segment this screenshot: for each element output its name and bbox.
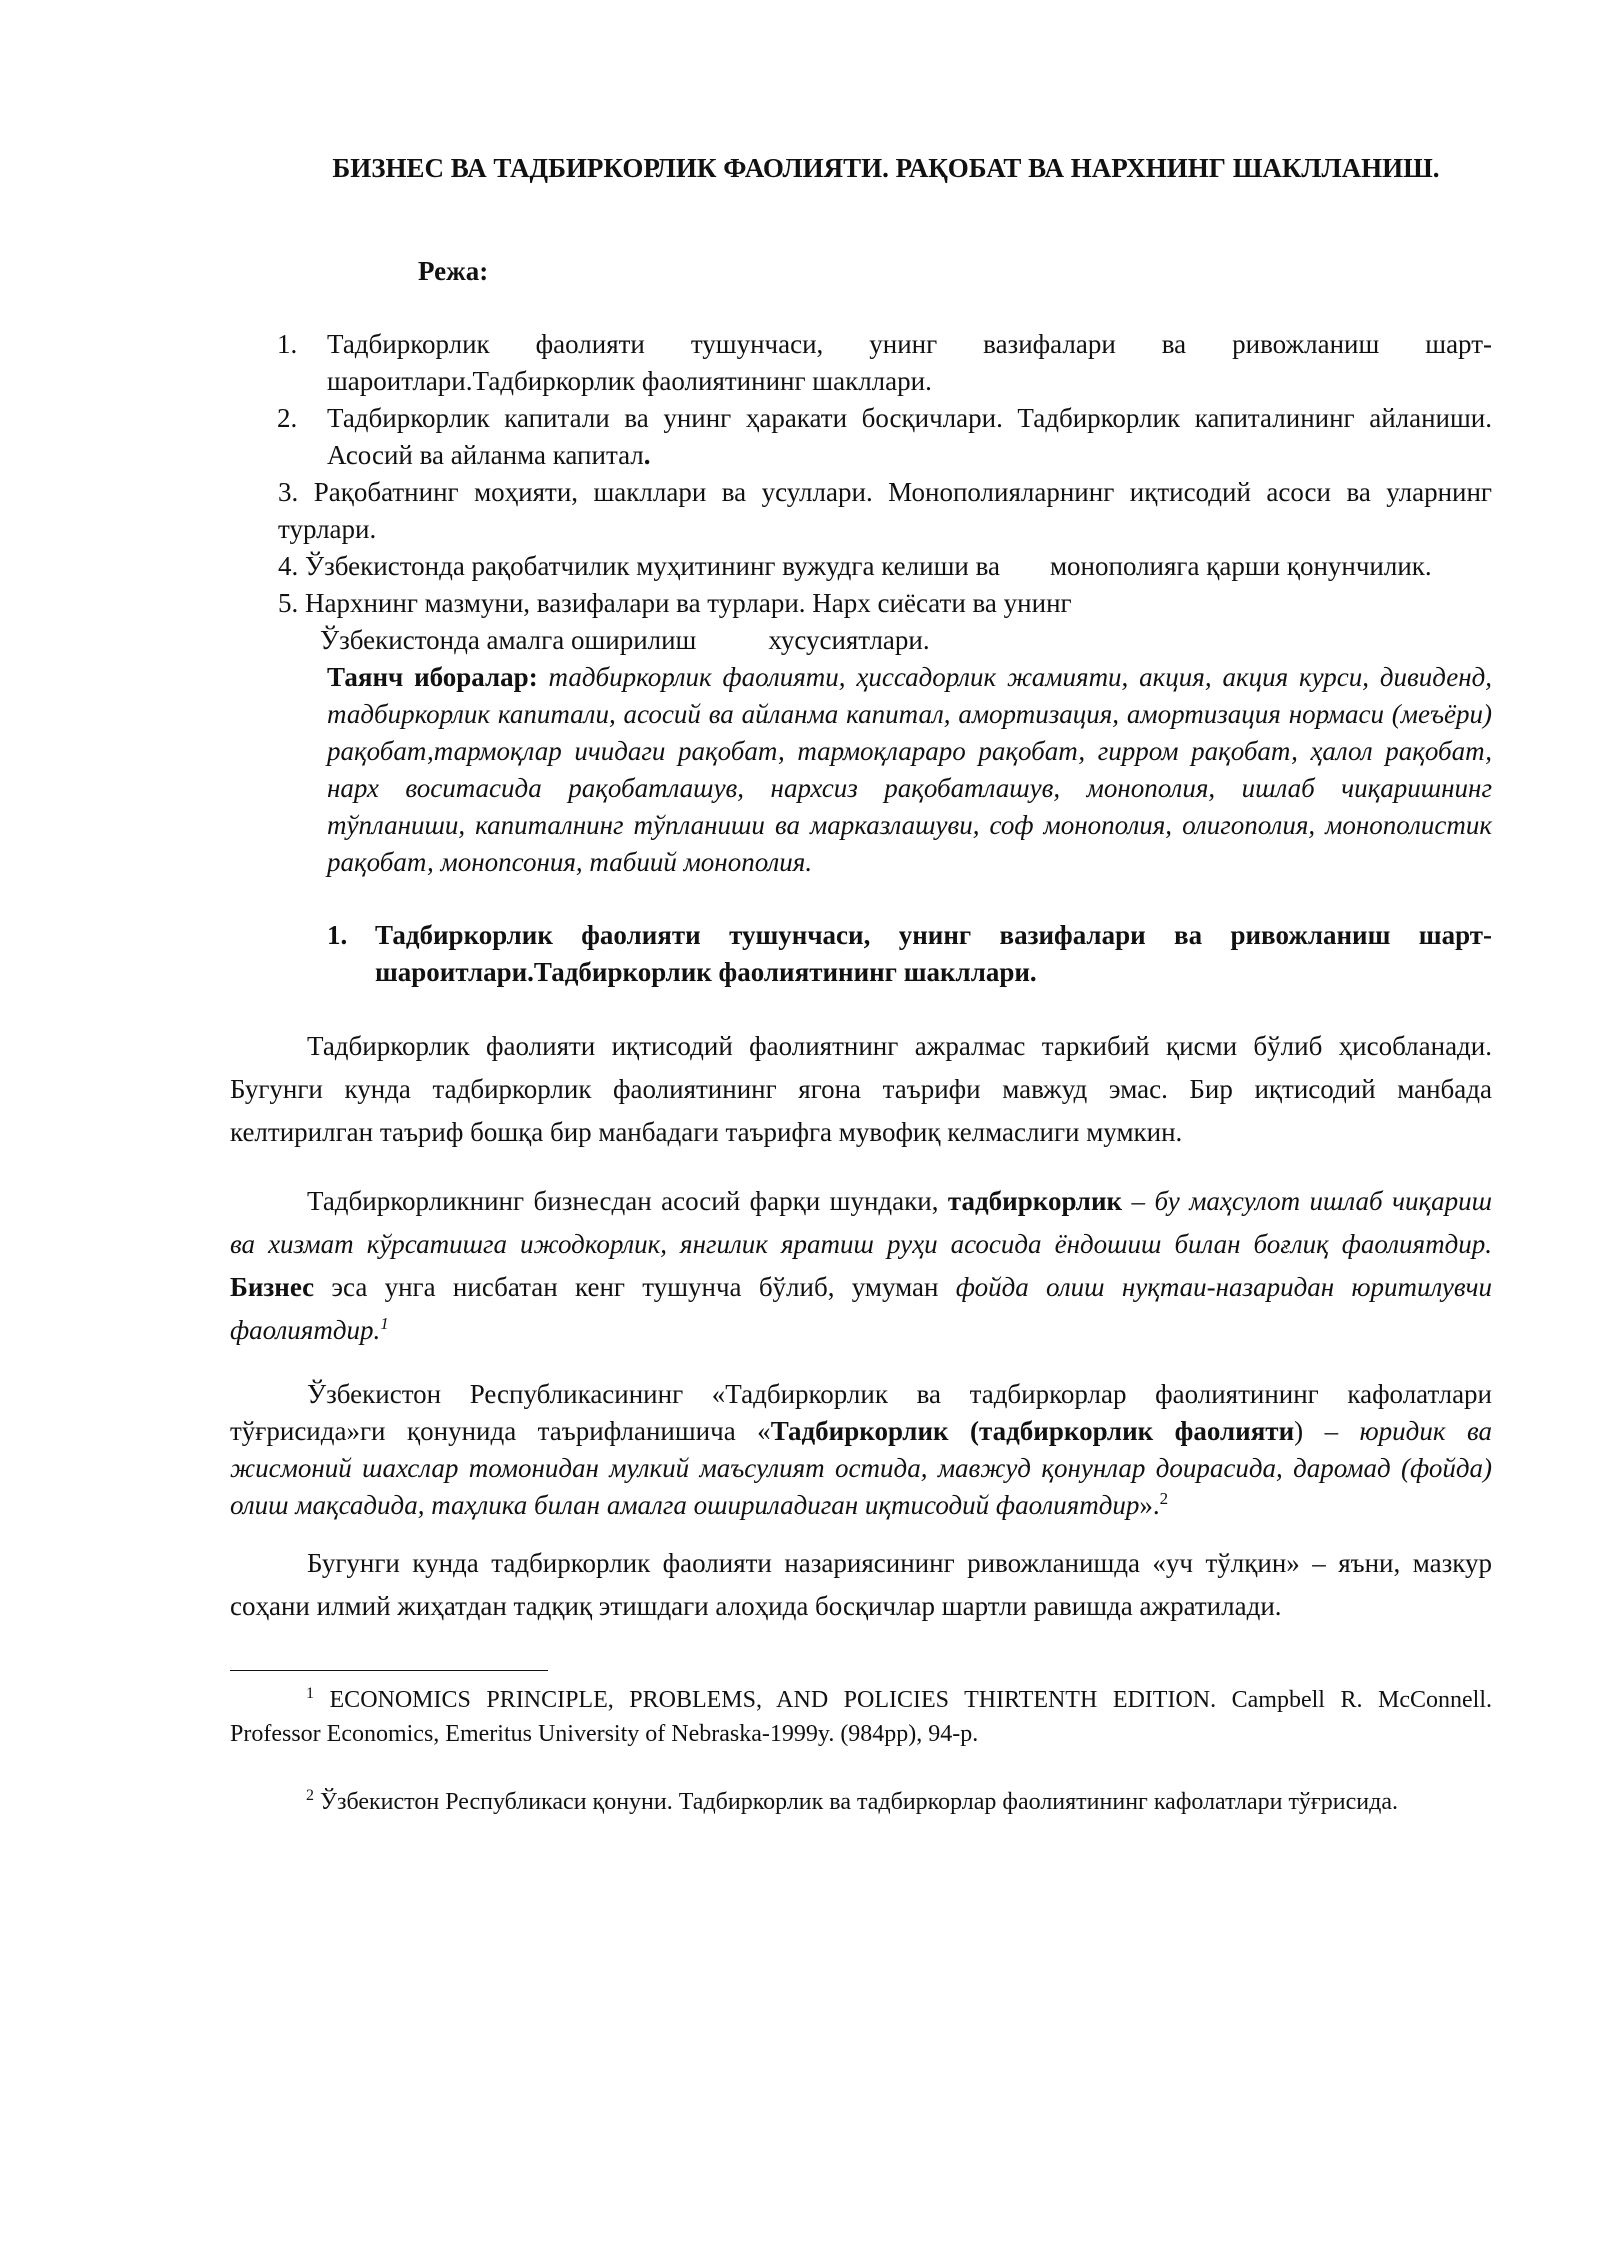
footnote-mark: 1 (306, 1685, 314, 1702)
body-paragraph (230, 1180, 1492, 1352)
plan-item-text: Тадбиркорлик капитали ва унинг ҳаракати босқичлари. Тадбиркорлик капиталининг айланиши. Асосий ва айланма капитал (327, 403, 1492, 470)
term-bold: Тадбиркорлик (тадбиркорлик фаолияти (770, 1416, 1295, 1446)
plan-item-text: 3. Рақобатнинг моҳияти, шакллари ва усуллари. Монополияларнинг иқтисодий асоси ва уларнинг турлари. (278, 477, 1492, 544)
footnote-reference[interactable]: 1 (380, 1314, 389, 1333)
key-terms-text: тадбиркорлик фаолияти, ҳиссадорлик жамияти, акция, акция курси, дивиденд, тадбиркорлик капитали, асосий ва айланма капитал, амортизация, амортизация нормаси (меъёри) рақобат,тармоқлар ичидаги рақобат, тармоқлараро рақобат, гирром рақобат, ҳалол рақобат, нарх воситасида рақобатлашув, нархсиз рақобатлашув, монополия, ишлаб чиқаришнинг тўпланиши, капиталнинг тўпланиши ва марказлашуви, соф монополия, олигополия, монополистик рақобат, монопсония, табиий монополия. (327, 662, 1492, 877)
plan-list (230, 326, 1492, 659)
plan-item-number: 2. (277, 403, 298, 433)
paragraph-text: ) – (1294, 1416, 1360, 1446)
footnote-1 (230, 1683, 1492, 1751)
paragraph-text: ». (1139, 1490, 1160, 1520)
key-terms-label: Таянч иборалар: (327, 662, 538, 692)
plan-item-5-continuation (230, 622, 1492, 659)
definition-italic: фойда олиш нуқтаи-назаридан юритилувчи фаолиятдир. (230, 1272, 1492, 1345)
key-terms (230, 659, 1492, 881)
plan-heading: Режа: (418, 256, 489, 286)
body-paragraph: Бугунги кунда тадбиркорлик фаолияти назариясининг ривожланишда «уч тўлқин» – яъни, мазкур соҳани илмий жиҳатдан тадқиқ этишдаги алоҳида босқичлар шартли равишда ажратилади. (230, 1548, 1492, 1621)
plan-item-2 (230, 400, 1492, 474)
plan-item-3 (230, 474, 1492, 548)
section-heading (230, 917, 1492, 991)
footnote-separator (230, 1670, 548, 1671)
paragraph-text: Ўзбекистон Республикасининг «Тадбиркорлик ва тадбиркорлар фаолиятининг кафолатлари тўғрисида»ги қонунида таърифланишича « (230, 1379, 1492, 1446)
plan-item-text-cont: хусусиятлари. (768, 625, 930, 655)
definition-italic: юридик ва жисмоний шахслар томонидан мулкий маъсулият остида, мавжуд қонунлар доирасида, даромад (фойда) олиш мақсадида, таҳлика билан амалга ошириладиган иқтисодий фаолиятдир (230, 1416, 1492, 1520)
footnote-2 (230, 1785, 1492, 1819)
plan-item-text-end: . (643, 440, 651, 470)
paragraph-text: Тадбиркорликнинг бизнесдан асосий фарқи шундаки, (307, 1186, 948, 1216)
plan-item-1 (230, 326, 1492, 400)
plan-item-4 (230, 548, 1492, 585)
section-title: Тадбиркорлик фаолияти тушунчаси, унинг вазифалари ва ривожланиш шарт-шароитлари.Тадбиркорлик фаолиятининг шакллари. (375, 920, 1492, 987)
paragraph-text: эса унга нисбатан кенг тушунча бўлиб, умуман (314, 1272, 956, 1302)
plan-item-text-cont: монополияга қарши қонунчилик. (1049, 551, 1432, 581)
plan-item-text: Тадбиркорлик фаолияти тушунчаси, унинг вазифалари ва ривожланиш шарт-шароитлари.Тадбиркорлик фаолиятининг шакллари. (327, 329, 1492, 396)
plan-item-text: 4. Ўзбекистонда рақобатчилик муҳитининг вужудга келиши ва (278, 551, 1000, 581)
footnote-reference[interactable]: 2 (1159, 1489, 1169, 1508)
plan-item-text: 5. Нархнинг мазмуни, вазифалари ва турлари. Нарх сиёсати ва унинг (278, 588, 1072, 618)
plan-item-text: Ўзбекистонда амалга оширилиш (320, 625, 697, 655)
footnote-text: ECONOMICS PRINCIPLE, PROBLEMS, AND POLICIES THIRTENTH EDITION. Campbell R. McConnell. Professor Economics, Emeritus University of Nebraska-1999y. (984pp), 94-p. (230, 1687, 1492, 1747)
section-number: 1. (327, 920, 348, 950)
term-bold: тадбиркорлик (947, 1186, 1123, 1216)
plan-item-number: 1. (277, 329, 298, 359)
plan-item-5 (230, 585, 1492, 622)
definition-italic: – бу маҳсулот ишлаб чиқариш ва хизмат кўрсатишга ижодкорлик, янгилик яратиш руҳи асосида ёндошиш билан боғлиқ фаолиятдир. (230, 1186, 1492, 1259)
body-paragraph (230, 1376, 1492, 1524)
footnote-text: Ўзбекистон Республикаси қонуни. Тадбиркорлик ва тадбиркорлар фаолиятининг кафолатлари тўғрисида. (314, 1789, 1398, 1815)
document-title: БИЗНЕС ВА ТАДБИРКОРЛИК ФАОЛИЯТИ. РАҚОБАТ ВА НАРХНИНГ ШАКЛЛАНИШ. (332, 153, 1440, 183)
footnote-mark: 2 (306, 1787, 314, 1804)
body-paragraph: Тадбиркорлик фаолияти иқтисодий фаолиятнинг ажралмас таркибий қисми бўлиб ҳисобланади. Бугунги кунда тадбиркорлик фаолиятининг ягона таърифи мавжуд эмас. Бир иқтисодий манбада келтирилган таъриф бошқа бир манбадаги таърифга мувофиқ келмаслиги мумкин. (230, 1031, 1492, 1147)
term-bold: Бизнес (230, 1272, 315, 1302)
